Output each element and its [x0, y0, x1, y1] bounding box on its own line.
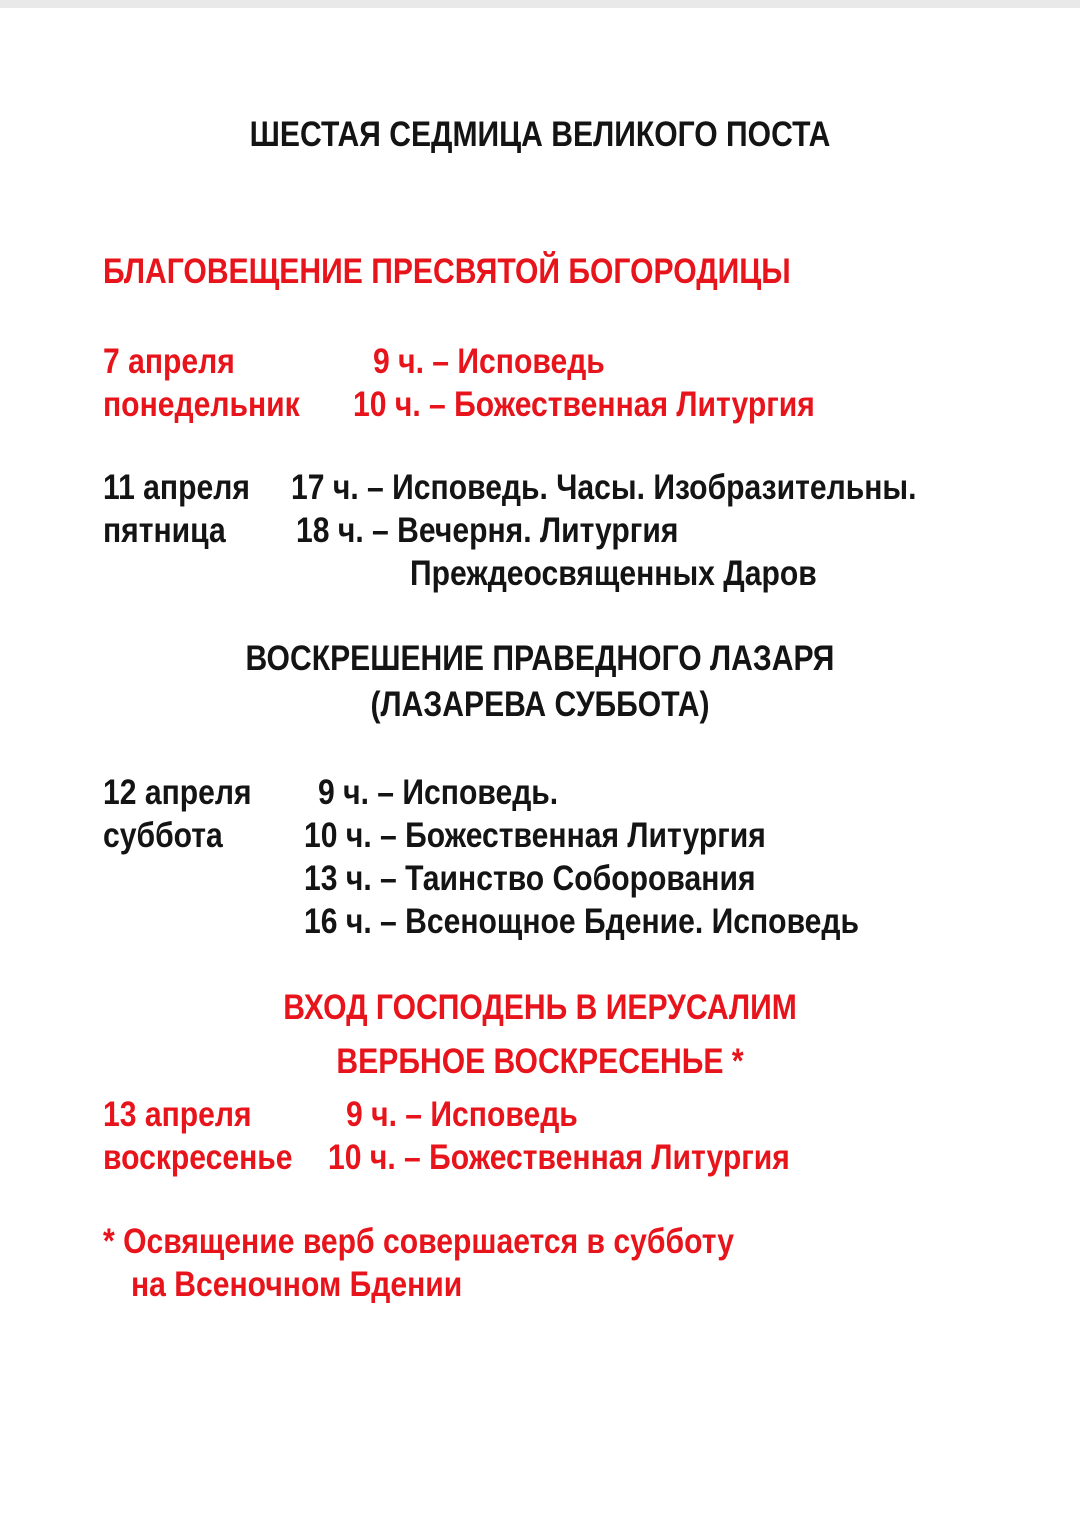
- service-line: 16 ч. – Всенощное Бдение. Исповедь: [304, 902, 860, 941]
- weekday-saturday: суббота: [103, 816, 223, 855]
- service-line: 10 ч. – Божественная Литургия: [304, 816, 766, 855]
- service-line: 9 ч. – Исповедь: [373, 342, 605, 381]
- service-line: 9 ч. – Исповедь.: [318, 773, 559, 812]
- service-line-continued: Преждеосвященных Даров: [410, 554, 817, 593]
- weekday-monday: понедельник: [103, 385, 300, 424]
- weekday-sunday: воскресенье: [103, 1138, 293, 1177]
- feast-heading-entry-jerusalem: ВХОД ГОСПОДЕНЬ В ИЕРУСАЛИМ: [283, 988, 797, 1027]
- date-april-11: 11 апреля: [103, 468, 250, 507]
- service-line: 10 ч. – Божественная Литургия: [353, 385, 815, 424]
- service-line: 18 ч. – Вечерня. Литургия: [296, 511, 679, 550]
- date-april-13: 13 апреля: [103, 1095, 252, 1134]
- footnote-line: на Всеночном Бдении: [131, 1265, 463, 1304]
- date-april-12: 12 апреля: [103, 773, 252, 812]
- service-line: 17 ч. – Исповедь. Часы. Изобразительны.: [291, 468, 917, 507]
- feast-subheading-palm-sunday: ВЕРБНОЕ ВОСКРЕСЕНЬЕ *: [336, 1042, 744, 1081]
- feast-subheading-lazarus: (ЛАЗАРЕВА СУББОТА): [370, 685, 710, 724]
- feast-heading-lazarus: ВОСКРЕШЕНИЕ ПРАВЕДНОГО ЛАЗАРЯ: [245, 639, 835, 678]
- service-line: 10 ч. – Божественная Литургия: [328, 1138, 790, 1177]
- feast-heading-annunciation: БЛАГОВЕЩЕНИЕ ПРЕСВЯТОЙ БОГОРОДИЦЫ: [103, 252, 791, 291]
- service-line: 9 ч. – Исповедь: [346, 1095, 578, 1134]
- footnote-line: * Освящение верб совершается в субботу: [103, 1222, 734, 1261]
- top-bar: [0, 0, 1080, 8]
- weekday-friday: пятница: [103, 511, 226, 550]
- service-line: 13 ч. – Таинство Соборования: [304, 859, 756, 898]
- date-april-7: 7 апреля: [103, 342, 235, 381]
- page-title: ШЕСТАЯ СЕДМИЦА ВЕЛИКОГО ПОСТА: [249, 115, 831, 154]
